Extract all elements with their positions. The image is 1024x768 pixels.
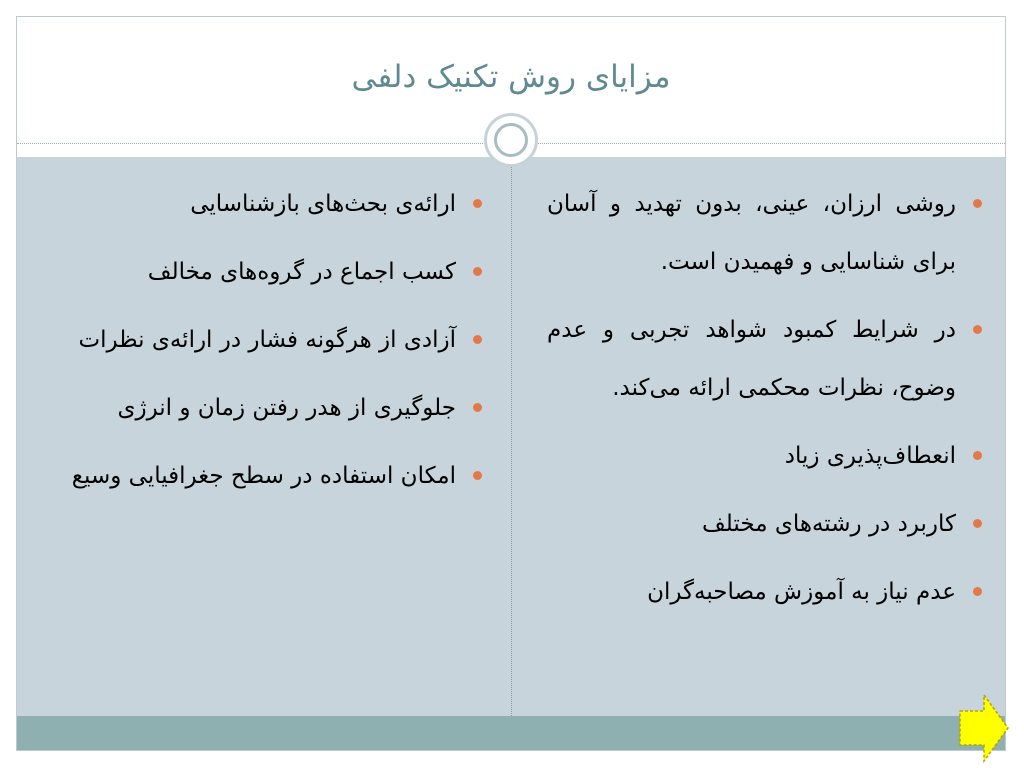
list-item bbox=[547, 563, 982, 621]
list-item-text: انعطاف‌پذیری زیاد bbox=[784, 443, 956, 469]
list-item-text: کسب اجماع در گروه‌های مخالف bbox=[147, 259, 456, 285]
content-area bbox=[17, 157, 1005, 716]
list-item bbox=[42, 311, 482, 369]
bullet-icon bbox=[473, 199, 482, 208]
bullet-icon bbox=[973, 451, 982, 460]
list-item bbox=[42, 379, 482, 437]
list-item bbox=[42, 243, 482, 301]
list-item-text: جلوگیری از هدر رفتن زمان و انرژی bbox=[117, 395, 456, 421]
bullet-icon bbox=[973, 325, 982, 334]
bullet-icon bbox=[973, 587, 982, 596]
list-item bbox=[42, 175, 482, 233]
list-item bbox=[547, 175, 982, 291]
right-bullet-list bbox=[547, 175, 982, 621]
list-item bbox=[547, 301, 982, 417]
right-column bbox=[547, 175, 982, 631]
list-item-text: عدم نیاز به آموزش مصاحبه‌گران bbox=[647, 579, 956, 605]
bullet-icon bbox=[973, 519, 982, 528]
bullet-icon bbox=[473, 335, 482, 344]
slide-frame bbox=[16, 16, 1006, 751]
bullet-icon bbox=[973, 199, 982, 208]
list-item bbox=[42, 447, 482, 505]
next-arrow-shape[interactable] bbox=[960, 695, 1008, 761]
inner-ring bbox=[494, 123, 528, 157]
list-item bbox=[547, 427, 982, 485]
footer-band bbox=[17, 716, 1005, 750]
left-bullet-list bbox=[42, 175, 482, 505]
left-column bbox=[42, 175, 482, 515]
list-item-text: روشی ارزان، عینی، بدون تهدید و آسان برای شناسایی و فهمیدن است. bbox=[547, 191, 956, 275]
bullet-icon bbox=[473, 471, 482, 480]
list-item-text: ارائه‌ی بحث‌های بازشناسایی bbox=[190, 191, 456, 217]
column-divider bbox=[511, 157, 512, 716]
slide-title: مزایای روش تکنیک دلفی bbox=[351, 59, 671, 95]
list-item-text: در شرایط کمبود شواهد تجربی و عدم وضوح، نظرات محکمی ارائه می‌کند. bbox=[547, 317, 956, 401]
list-item-text: کاربرد در رشته‌های مختلف bbox=[702, 511, 956, 537]
double-ring-circle-icon bbox=[484, 113, 538, 167]
next-arrow-icon[interactable] bbox=[958, 693, 1010, 763]
list-item bbox=[547, 495, 982, 553]
bullet-icon bbox=[473, 403, 482, 412]
bullet-icon bbox=[473, 267, 482, 276]
list-item-text: آزادی از هرگونه فشار در ارائه‌ی نظرات bbox=[78, 327, 456, 353]
list-item-text: امکان استفاده در سطح جغرافیایی وسیع bbox=[71, 463, 456, 489]
